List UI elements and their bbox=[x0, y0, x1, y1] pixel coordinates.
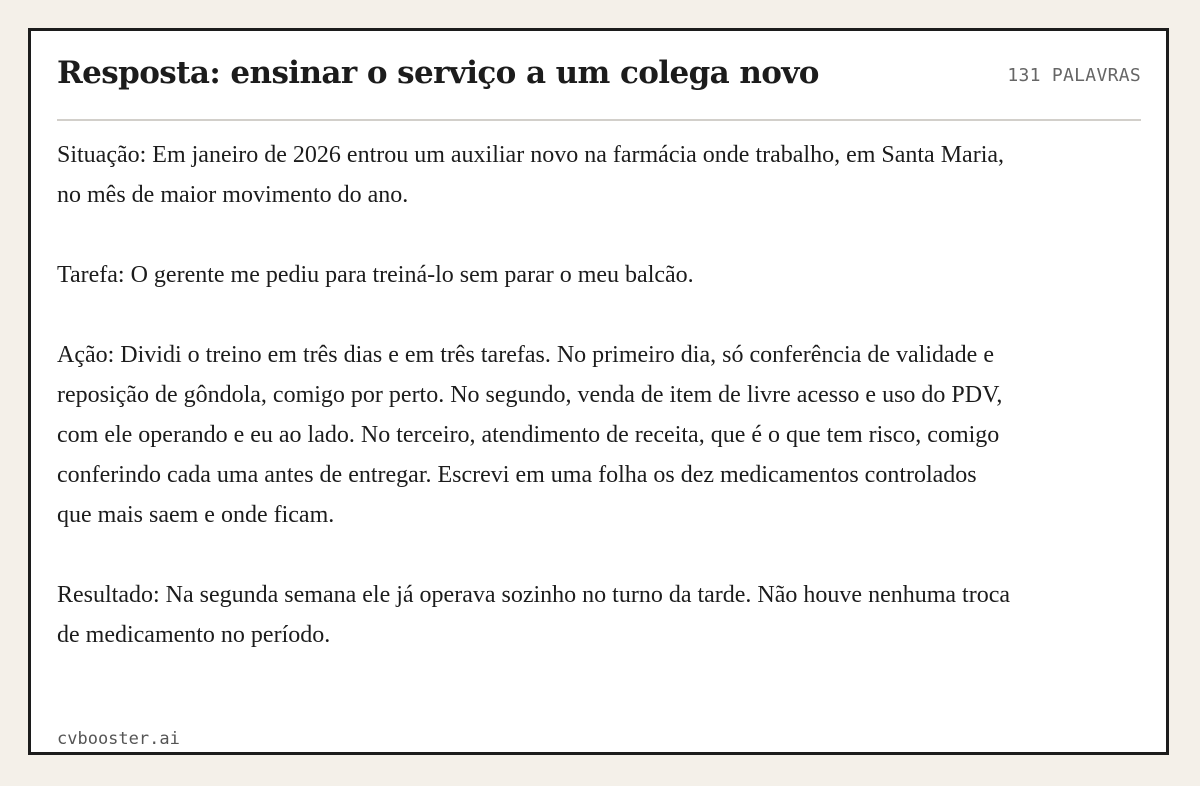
word-count-badge: 131 PALAVRAS bbox=[1007, 65, 1141, 86]
answer-title: Resposta: ensinar o serviço a um colega novo bbox=[57, 55, 819, 91]
paragraph-result: Resultado: Na segunda semana ele já operava sozinho no turno da tarde. Não houve nenhuma troca de medicamento no período. bbox=[57, 582, 1011, 648]
answer-card bbox=[28, 28, 1169, 755]
paragraph-situation: Situação: Em janeiro de 2026 entrou um auxiliar novo na farmácia onde trabalho, em Santa Maria, no mês de maior movimento do ano. bbox=[57, 142, 1005, 208]
paragraph-task: Tarefa: O gerente me pediu para treiná-lo sem parar o meu balcão. bbox=[57, 262, 694, 288]
answer-body bbox=[57, 135, 1017, 695]
paragraph-action: Ação: Dividi o treino em três dias e em três tarefas. No primeiro dia, só conferência de validade e reposição de gôndola, comigo por perto. No segundo, venda de item de livre acesso e uso do PDV, com ele operando e eu ao lado. No terceiro, atendimento de receita, que é o que tem risco, comigo conferindo cada uma antes de entregar. Escrevi em uma folha os dez medicamentos controlados que mais saem e onde ficam. bbox=[57, 342, 1003, 528]
brand-footer: cvbooster.ai bbox=[57, 729, 180, 749]
card-header bbox=[57, 51, 1141, 121]
